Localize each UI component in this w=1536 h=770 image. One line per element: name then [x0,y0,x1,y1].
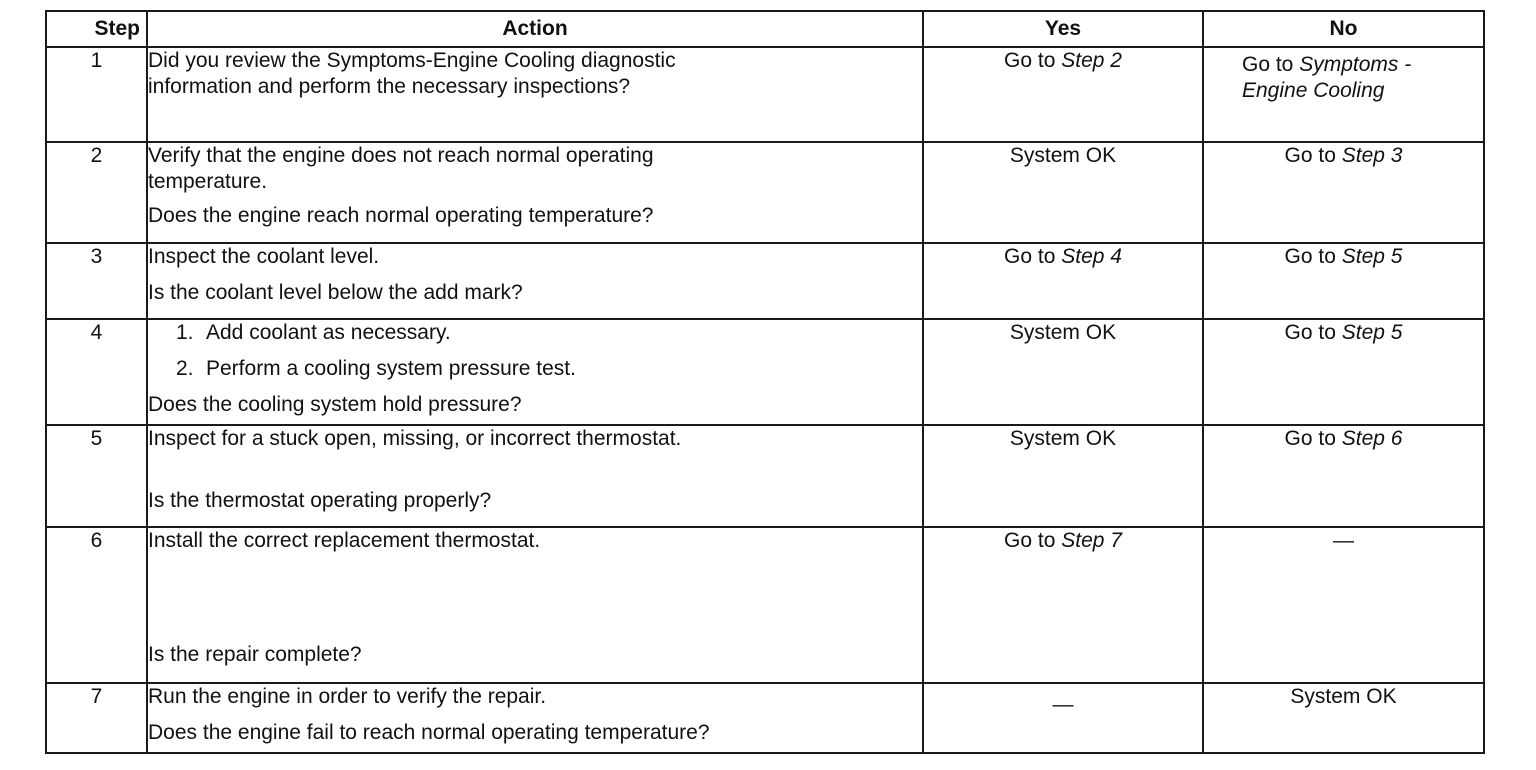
no-cell [1203,527,1484,683]
header-action: Action [147,11,923,47]
yes-step-ref: Step 4 [1061,245,1122,268]
item-number: 1. [176,321,194,344]
item-text: Add coolant as necessary. [206,321,451,344]
table-row [46,527,1484,683]
step-number: 1 [46,47,147,142]
action-cell [147,47,923,142]
table-row [46,47,1484,142]
yes-prefix: Go to [1004,529,1062,552]
action-cell [147,683,923,753]
item-text: Perform a cooling system pressure test. [206,357,576,380]
action-cell [147,425,923,527]
yes-step-ref: Step 2 [1061,49,1122,72]
yes-dash: — [1052,693,1074,716]
item-number: 2. [176,357,194,380]
step-number: 6 [46,527,147,683]
step-number: 5 [46,425,147,527]
no-cell [1203,142,1484,243]
action-line: Install the correct replacement thermostat. [148,529,541,552]
no-step-ref: Step 5 [1341,321,1403,344]
yes-step-ref: Step 7 [1061,529,1122,552]
action-question: Is the repair complete? [148,643,362,666]
action-line: Inspect the coolant level. [148,245,380,268]
action-cell [147,527,923,683]
step-number: 4 [46,319,147,425]
table-row [46,142,1484,243]
no-prefix: Go to [1242,53,1300,76]
action-line: Did you review the Symptoms-Engine Cooling diagnostic [148,49,676,72]
step-number: 3 [46,243,147,319]
yes-cell [923,47,1203,142]
action-cell [147,319,923,425]
header-no: No [1203,11,1484,47]
action-cell [147,142,923,243]
action-line: information and perform the necessary inspections? [148,75,631,98]
action-question: Is the thermostat operating properly? [148,489,492,512]
step-number: 2 [46,142,147,243]
action-line: Inspect for a stuck open, missing, or incorrect thermostat. [148,427,682,450]
no-prefix: Go to [1284,245,1342,268]
yes-cell: System OK [923,425,1203,527]
no-step-ref: Step 5 [1341,245,1403,268]
header-row [46,11,1484,47]
no-prefix: Go to [1284,427,1342,450]
action-question: Does the engine reach normal operating temperature? [148,204,654,227]
numbered-item [148,356,922,382]
action-line: temperature. [148,170,268,193]
numbered-item [148,320,922,346]
yes-prefix: Go to [1004,245,1062,268]
action-question: Is the coolant level below the add mark? [148,281,523,304]
action-question: Does the engine fail to reach normal operating temperature? [148,721,710,744]
yes-prefix: Go to [1004,49,1062,72]
no-cell [1203,47,1484,142]
no-cell [1203,243,1484,319]
table-row [46,243,1484,319]
action-line: Verify that the engine does not reach normal operating [148,144,654,167]
header-step: Step [46,11,147,47]
action-question: Does the cooling system hold pressure? [148,393,522,416]
action-line: Run the engine in order to verify the repair. [148,685,547,708]
yes-cell [923,683,1203,753]
table-row [46,683,1484,753]
no-cell [1203,319,1484,425]
no-ref-line1: Symptoms - [1299,53,1412,76]
no-cell [1203,425,1484,527]
diagnostic-table [45,10,1485,754]
no-prefix: Go to [1284,144,1342,167]
yes-cell [923,527,1203,683]
yes-cell: System OK [923,142,1203,243]
yes-cell [923,243,1203,319]
table-row [46,319,1484,425]
no-step-ref: Step 6 [1341,427,1403,450]
table-row [46,425,1484,527]
diagnostic-table-page [45,10,1483,754]
no-step-ref: Step 3 [1341,144,1403,167]
no-prefix: Go to [1284,321,1342,344]
yes-cell: System OK [923,319,1203,425]
step-number: 7 [46,683,147,753]
action-cell [147,243,923,319]
no-ref-line2: Engine Cooling [1242,79,1385,102]
no-cell: System OK [1203,683,1484,753]
no-dash: — [1333,529,1354,552]
header-yes: Yes [923,11,1203,47]
